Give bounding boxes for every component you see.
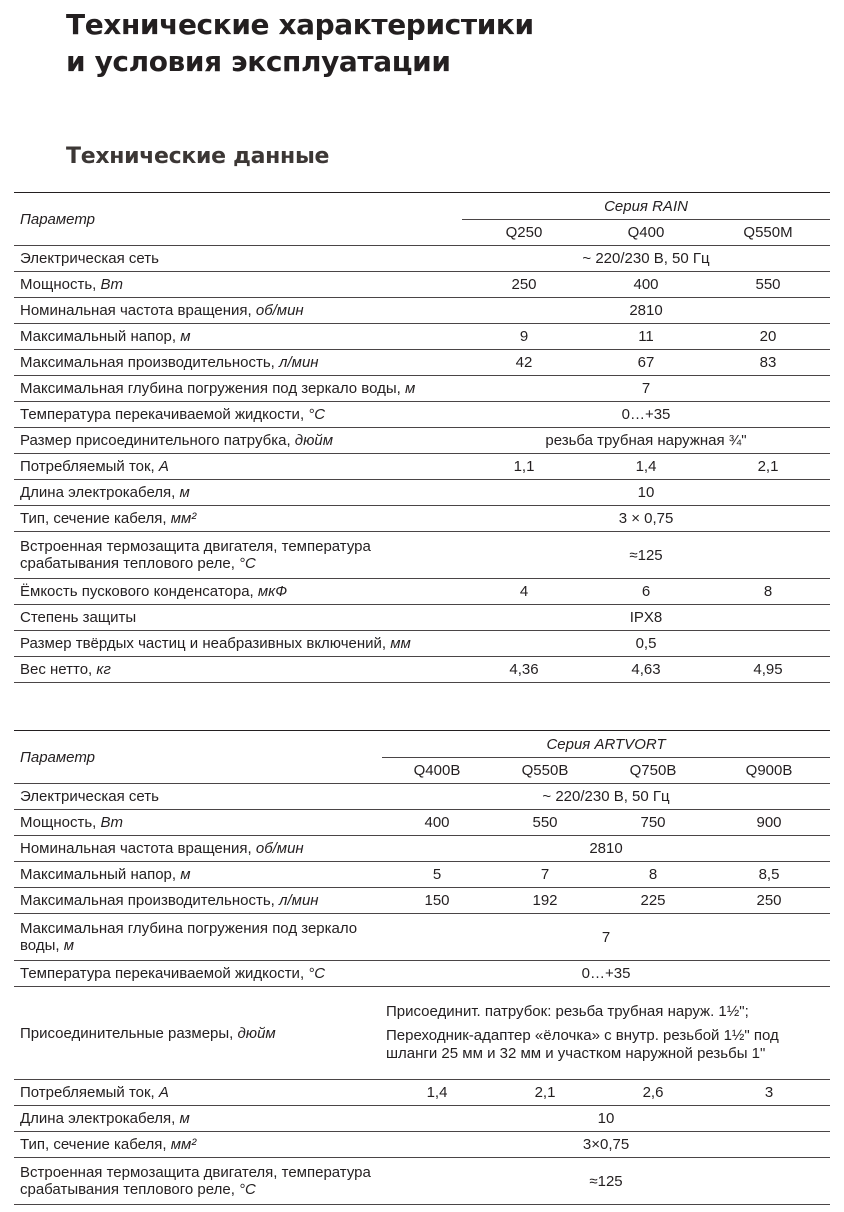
row-label: Максимальная глубина погружения под зеркало воды, м: [14, 376, 462, 402]
table-row: [14, 506, 830, 532]
table-row: [14, 454, 830, 480]
row-value: 11: [586, 324, 706, 350]
row-value: 550: [706, 272, 830, 298]
table-row: [14, 605, 830, 631]
row-value: [382, 987, 830, 1080]
row-value: 0,5: [462, 631, 830, 657]
row-label: Номинальная частота вращения, об/мин: [14, 836, 382, 862]
row-value: 42: [462, 350, 586, 376]
row-value: 1,4: [382, 1080, 492, 1106]
row-label: Максимальный напор, м: [14, 862, 382, 888]
table-row: [14, 402, 830, 428]
table-row: [14, 1080, 830, 1106]
row-label: Максимальная производительность, л/мин: [14, 350, 462, 376]
row-value: 3×0,75: [382, 1132, 830, 1158]
table-row: [14, 579, 830, 605]
table-row: [14, 631, 830, 657]
row-value: ~ 220/230 В, 50 Гц: [462, 246, 830, 272]
row-label: Максимальная производительность, л/мин: [14, 888, 382, 914]
row-label: Размер присоединительного патрубка, дюйм: [14, 428, 462, 454]
row-value: 67: [586, 350, 706, 376]
row-value: 5: [382, 862, 492, 888]
table-row: [14, 810, 830, 836]
rain-spec-table: [14, 192, 830, 683]
row-value: 9: [462, 324, 586, 350]
row-value: 250: [462, 272, 586, 298]
page-title: [66, 6, 766, 80]
row-value: 400: [382, 810, 492, 836]
row-label: Номинальная частота вращения, об/мин: [14, 298, 462, 324]
row-label: Длина электрокабеля, м: [14, 480, 462, 506]
row-label: Мощность, Вт: [14, 810, 382, 836]
row-value: 10: [462, 480, 830, 506]
row-label: Температура перекачиваемой жидкости, °С: [14, 402, 462, 428]
row-label: Электрическая сеть: [14, 784, 382, 810]
row-label: Потребляемый ток, А: [14, 454, 462, 480]
page-title-line1: Технические характеристики: [66, 8, 534, 41]
row-value: 7: [462, 376, 830, 402]
row-value: 550: [492, 810, 598, 836]
model-header: Q750B: [598, 758, 708, 784]
param-header: Параметр: [14, 731, 382, 784]
row-value: 3 × 0,75: [462, 506, 830, 532]
row-value: 1,4: [586, 454, 706, 480]
table-row: [14, 376, 830, 402]
row-value: 400: [586, 272, 706, 298]
row-value: 192: [492, 888, 598, 914]
row-label: Длина электрокабеля, м: [14, 1106, 382, 1132]
table-row: [14, 350, 830, 376]
row-value: 83: [706, 350, 830, 376]
row-label: Ёмкость пускового конденсатора, мкФ: [14, 579, 462, 605]
row-value: 2,1: [492, 1080, 598, 1106]
model-header: Q250: [462, 220, 586, 246]
row-value: 4,36: [462, 657, 586, 683]
table-row: [14, 298, 830, 324]
connection-note-2: Переходник-адаптер «ёлочка» с внутр. резьбой 1½" под шланги 25 мм и 32 мм и участком наружной резьбы 1": [386, 1027, 779, 1062]
table-row: [14, 272, 830, 298]
row-value: 4,95: [706, 657, 830, 683]
row-value: 10: [382, 1106, 830, 1132]
table-row: [14, 428, 830, 454]
row-value: 900: [708, 810, 830, 836]
row-value: 0…+35: [462, 402, 830, 428]
row-value: ~ 220/230 В, 50 Гц: [382, 784, 830, 810]
table-row: [14, 961, 830, 987]
table-row: [14, 246, 830, 272]
row-label: Потребляемый ток, А: [14, 1080, 382, 1106]
table-row: [14, 914, 830, 961]
row-value: 3: [708, 1080, 830, 1106]
row-label: Вес нетто, кг: [14, 657, 462, 683]
model-header: Q900B: [708, 758, 830, 784]
table-row: [14, 1158, 830, 1205]
row-value: ≈125: [462, 532, 830, 579]
table-row: [14, 657, 830, 683]
row-value: 8: [706, 579, 830, 605]
row-value: 150: [382, 888, 492, 914]
row-label: Температура перекачиваемой жидкости, °С: [14, 961, 382, 987]
model-header: Q400B: [382, 758, 492, 784]
row-value: 750: [598, 810, 708, 836]
row-value: резьба трубная наружная ¾": [462, 428, 830, 454]
row-value: 250: [708, 888, 830, 914]
row-value: 225: [598, 888, 708, 914]
model-header: Q550M: [706, 220, 830, 246]
row-value: 6: [586, 579, 706, 605]
section-title: Технические данные: [66, 144, 330, 169]
table-row: [14, 324, 830, 350]
row-value: 7: [382, 914, 830, 961]
page-title-line2: и условия эксплуатации: [66, 45, 451, 78]
row-label: Встроенная термозащита двигателя, температура срабатывания теплового реле, °С: [14, 1158, 382, 1205]
row-label: Максимальный напор, м: [14, 324, 462, 350]
table-row: [14, 1132, 830, 1158]
row-label: Максимальная глубина погружения под зеркало воды, м: [14, 914, 382, 961]
connection-note-1: Присоединит. патрубок: резьба трубная наруж. 1½";: [386, 1003, 749, 1020]
table-row: [14, 862, 830, 888]
row-value: 7: [492, 862, 598, 888]
table-row: [14, 888, 830, 914]
row-label: Встроенная термозащита двигателя, температура срабатывания теплового реле, °С: [14, 532, 462, 579]
series-label: Серия ARTVORT: [382, 731, 830, 758]
row-value: 4,63: [586, 657, 706, 683]
row-label: Тип, сечение кабеля, мм²: [14, 1132, 382, 1158]
row-value: 2810: [382, 836, 830, 862]
model-header: Q400: [586, 220, 706, 246]
table-row: [14, 1106, 830, 1132]
row-value: 1,1: [462, 454, 586, 480]
row-value: IPX8: [462, 605, 830, 631]
row-value: 2810: [462, 298, 830, 324]
row-label: Размер твёрдых частиц и неабразивных включений, мм: [14, 631, 462, 657]
table-row: [14, 480, 830, 506]
table-row: [14, 987, 830, 1080]
row-label: Степень защиты: [14, 605, 462, 631]
row-value: 2,1: [706, 454, 830, 480]
row-label: Мощность, Вт: [14, 272, 462, 298]
param-header: Параметр: [14, 193, 462, 246]
table-row: [14, 784, 830, 810]
row-value: 2,6: [598, 1080, 708, 1106]
row-value: 8: [598, 862, 708, 888]
row-label: Тип, сечение кабеля, мм²: [14, 506, 462, 532]
row-value: ≈125: [382, 1158, 830, 1205]
model-header: Q550B: [492, 758, 598, 784]
row-value: 20: [706, 324, 830, 350]
series-label: Серия RAIN: [462, 193, 830, 220]
row-value: 4: [462, 579, 586, 605]
row-value: 0…+35: [382, 961, 830, 987]
artvort-spec-table: [14, 730, 830, 1205]
table-row: [14, 532, 830, 579]
table-row: [14, 836, 830, 862]
row-value: 8,5: [708, 862, 830, 888]
row-label: Присоединительные размеры, дюйм: [14, 987, 382, 1080]
row-label: Электрическая сеть: [14, 246, 462, 272]
